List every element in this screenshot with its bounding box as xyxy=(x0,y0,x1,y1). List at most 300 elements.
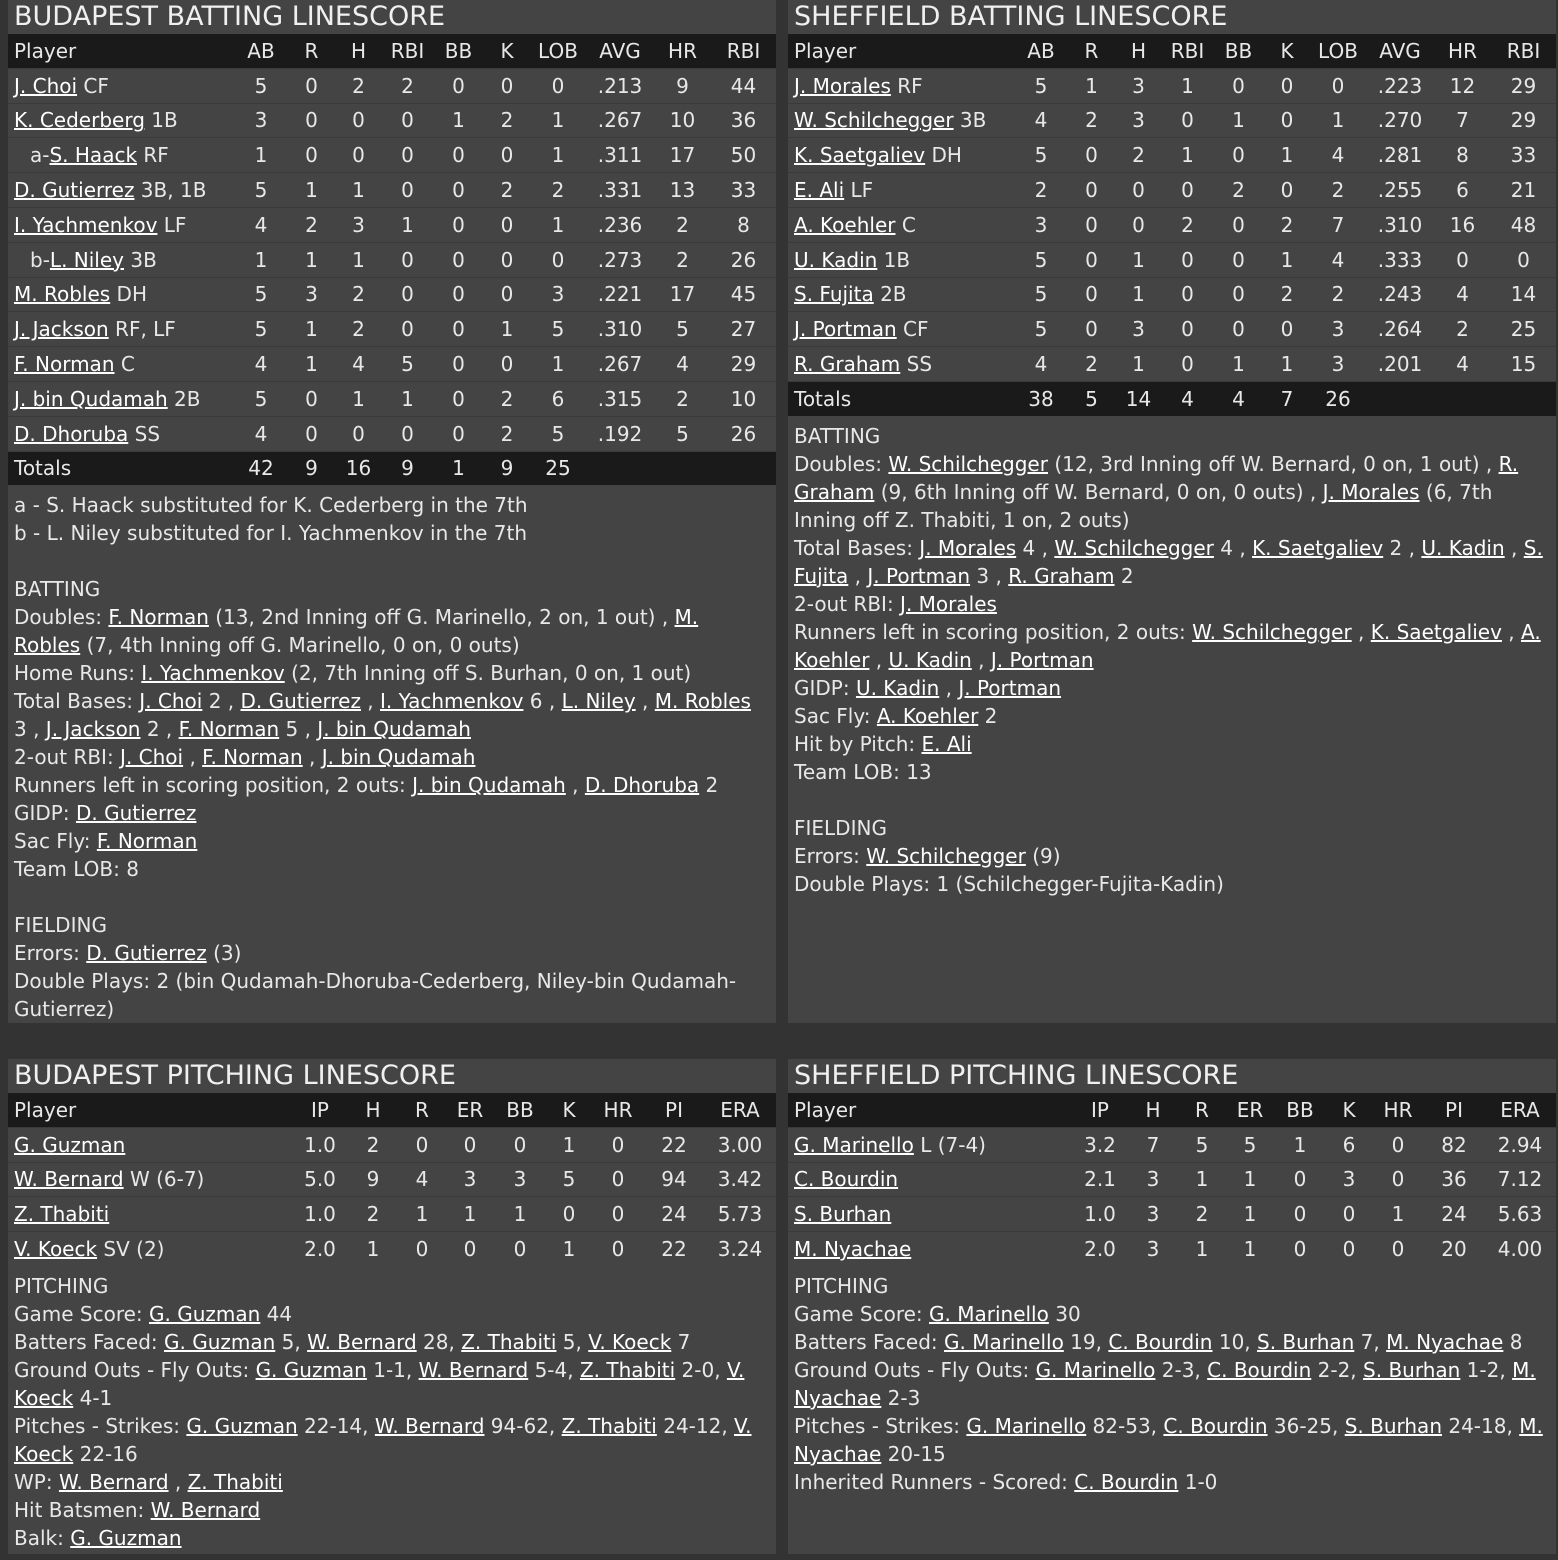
player-link[interactable]: U. Kadin xyxy=(794,247,878,272)
note-line xyxy=(794,870,1550,898)
stat-cell: 2.1 xyxy=(1084,1167,1116,1192)
note-line xyxy=(794,450,1550,534)
player-link[interactable]: G. Marinello xyxy=(929,1301,1049,1326)
substitution-notes xyxy=(14,491,770,547)
column-header: AVG xyxy=(599,38,641,63)
player-link[interactable]: W. Schilchegger xyxy=(1054,535,1214,560)
note-text: (3) xyxy=(206,941,242,966)
note-text: 5-4, xyxy=(528,1357,580,1382)
note-text: Errors: xyxy=(14,941,87,966)
player-link[interactable]: M. Nyachae xyxy=(794,1357,1536,1410)
player-link[interactable]: D. Gutierrez xyxy=(240,689,361,714)
stat-cell: .255 xyxy=(1377,178,1423,203)
player-link[interactable]: W. Bernard xyxy=(58,1469,169,1494)
stat-cell: 0 xyxy=(1085,178,1098,203)
stat-cell: 0 xyxy=(513,1237,527,1262)
note-line xyxy=(14,1496,770,1524)
player-link[interactable]: J. Portman xyxy=(990,647,1094,672)
note-line xyxy=(14,603,770,659)
table-row xyxy=(8,381,776,416)
stat-cell: 3 xyxy=(352,212,365,237)
stat-cell: 7 xyxy=(1146,1132,1160,1157)
stat-cell: 8 xyxy=(737,212,750,237)
note-text: , xyxy=(302,745,322,770)
stat-cell: 0 xyxy=(1181,178,1194,203)
note-text: 2-3 xyxy=(881,1385,921,1410)
player-link[interactable]: Z. Thabiti xyxy=(561,1413,657,1438)
player-cell xyxy=(8,1232,292,1266)
player-link[interactable]: G. Guzman xyxy=(14,1132,126,1157)
note-text: 2-2, xyxy=(1311,1357,1364,1382)
player-link[interactable]: M. Nyachae xyxy=(794,1237,912,1262)
player-link[interactable]: U. Kadin xyxy=(888,647,972,672)
note-text: Sac Fly: xyxy=(794,703,877,728)
player-link[interactable]: F. Norman xyxy=(108,605,209,630)
player-link[interactable]: R. Graham xyxy=(1008,563,1115,588)
stat-cell: 6 xyxy=(551,386,565,411)
player-link[interactable]: G. Marinello xyxy=(966,1413,1087,1438)
stat-cell: 5 xyxy=(254,282,268,307)
stat-cell: 0 xyxy=(452,212,465,237)
stat-cell: 0 xyxy=(401,247,414,272)
stat-cell: 2 xyxy=(500,386,514,411)
note-text: Inherited Runners - Scored: xyxy=(794,1469,1075,1494)
column-header: HR xyxy=(668,38,697,63)
note-line xyxy=(14,1412,770,1468)
stat-cell: 0 xyxy=(551,73,565,98)
stat-cell: 0 xyxy=(305,386,318,411)
stat-cell: .264 xyxy=(1377,317,1423,342)
budapest-batting-title: BUDAPEST BATTING LINESCORE xyxy=(14,1,446,32)
player-link[interactable]: W. Bernard xyxy=(150,1497,261,1522)
player-link[interactable]: V. Koeck xyxy=(14,1237,98,1262)
stat-cell: 26 xyxy=(1325,386,1351,411)
stat-cell: 12 xyxy=(1449,73,1476,98)
player-link[interactable]: J. Portman xyxy=(794,317,897,342)
note-text: 1-0 xyxy=(1178,1469,1218,1494)
player-link[interactable]: W. Schilchegger xyxy=(888,451,1048,476)
player-cell xyxy=(788,277,1014,312)
stat-cell: 0 xyxy=(611,1237,625,1262)
player-link[interactable]: W. Bernard xyxy=(374,1413,485,1438)
stat-cell: .311 xyxy=(597,143,643,168)
player-link[interactable]: M. Robles xyxy=(14,605,699,658)
player-position: DH xyxy=(925,143,962,168)
stat-cell: .267 xyxy=(597,108,643,133)
stat-cell: 5 xyxy=(551,317,565,342)
note-line xyxy=(14,1300,770,1328)
table-row xyxy=(788,347,1556,382)
player-link[interactable]: K. Cederberg xyxy=(14,108,145,133)
note-text: Ground Outs - Fly Outs: xyxy=(794,1357,1036,1382)
stat-cell: 4 xyxy=(352,352,365,377)
player-position: 2B xyxy=(167,386,201,411)
table-row xyxy=(8,1127,776,1162)
notes-section xyxy=(794,814,1550,898)
stat-cell: 1 xyxy=(1280,143,1294,168)
player-link[interactable]: S. Burhan xyxy=(794,1202,892,1227)
stat-cell: 44 xyxy=(730,73,757,98)
stat-cell: 1 xyxy=(305,247,318,272)
note-text: 7 xyxy=(671,1329,691,1354)
stat-cell: 0 xyxy=(1181,317,1194,342)
note-text: 2 , xyxy=(1383,535,1422,560)
column-header: RBI xyxy=(726,38,761,63)
stat-cell: 3 xyxy=(254,108,268,133)
note-text: 6 , xyxy=(523,689,562,714)
table-row xyxy=(8,68,776,103)
player-link[interactable]: J. Choi xyxy=(14,73,78,98)
player-position: C xyxy=(895,212,916,237)
player-link[interactable]: J. Choi xyxy=(139,689,203,714)
player-link[interactable]: S. Fujita xyxy=(794,282,874,307)
player-link[interactable]: F. Norman xyxy=(178,717,280,742)
stat-cell: 1 xyxy=(352,386,365,411)
stat-cell: 42 xyxy=(248,456,274,481)
section-heading: BATTING xyxy=(14,577,101,602)
stat-cell xyxy=(586,451,654,485)
player-link[interactable]: Z. Thabiti xyxy=(14,1202,110,1227)
column-header: PI xyxy=(665,1097,683,1122)
player-link[interactable]: C. Bourdin xyxy=(1074,1469,1179,1494)
player-link[interactable]: G. Guzman xyxy=(255,1357,367,1382)
stat-cell: 2 xyxy=(676,386,689,411)
stat-cell: 1 xyxy=(452,456,465,481)
note-text: 8 xyxy=(1503,1329,1523,1354)
column-header: BB xyxy=(1286,1097,1314,1122)
note-text: WP: xyxy=(14,1469,59,1494)
player-link[interactable]: A. Koehler xyxy=(876,703,979,728)
player-link[interactable]: U. Kadin xyxy=(855,675,940,700)
player-link[interactable]: G. Marinello xyxy=(943,1329,1064,1354)
player-link[interactable]: L. Niley xyxy=(561,689,636,714)
stat-cell: 2 xyxy=(366,1202,380,1227)
column-header: Player xyxy=(14,1097,77,1122)
note-text: , xyxy=(869,647,889,672)
stat-cell: 0 xyxy=(500,282,514,307)
stat-cell: 0 xyxy=(500,143,514,168)
stat-cell: 5 xyxy=(254,178,268,203)
stat-cell: 2 xyxy=(1181,212,1194,237)
table-row xyxy=(788,312,1556,347)
player-link[interactable]: M. Robles xyxy=(14,282,111,307)
stat-cell: 38 xyxy=(1028,386,1054,411)
player-link[interactable]: K. Saetgaliev xyxy=(1370,619,1502,644)
note-text: GIDP: xyxy=(14,801,76,826)
table-row xyxy=(788,68,1556,103)
player-cell xyxy=(8,103,234,138)
stat-cell: 0 xyxy=(452,282,465,307)
note-line xyxy=(794,1412,1550,1468)
table-row xyxy=(788,103,1556,138)
stat-cell: .310 xyxy=(597,317,643,342)
player-link[interactable]: K. Saetgaliev xyxy=(1252,535,1384,560)
stat-cell: 2 xyxy=(401,73,414,98)
stat-cell: 0 xyxy=(1232,317,1245,342)
note-line xyxy=(14,827,770,855)
totals-label: Totals xyxy=(794,386,852,411)
stat-cell: .315 xyxy=(597,386,643,411)
column-header: BB xyxy=(506,1097,534,1122)
stat-cell: 1 xyxy=(1232,108,1245,133)
stat-cell: 2 xyxy=(1456,317,1469,342)
player-link[interactable]: J. Morales xyxy=(919,535,1017,560)
stat-cell: 0 xyxy=(1181,282,1194,307)
column-header: HR xyxy=(603,1097,633,1122)
stat-cell: 0 xyxy=(305,143,318,168)
stat-cell: 0 xyxy=(1331,73,1345,98)
stat-cell: 3 xyxy=(551,282,565,307)
player-link[interactable]: G. Guzman xyxy=(186,1413,298,1438)
player-link[interactable]: D. Gutierrez xyxy=(14,178,135,203)
stat-cell: 0 xyxy=(352,143,365,168)
player-link[interactable]: I. Yachmenkov xyxy=(141,661,285,686)
player-link[interactable]: R. Graham xyxy=(794,451,1519,504)
note-text: 19, xyxy=(1063,1329,1109,1354)
player-link[interactable]: D. Gutierrez xyxy=(75,801,197,826)
player-cell xyxy=(788,312,1014,347)
player-link[interactable]: J. Choi xyxy=(120,745,184,770)
table-row xyxy=(788,242,1556,277)
column-header: H xyxy=(350,38,367,63)
player-link[interactable]: V. Koeck xyxy=(14,1413,752,1466)
player-link[interactable]: W. Bernard xyxy=(14,1167,124,1192)
player-link[interactable]: W. Bernard xyxy=(418,1357,529,1382)
stat-cell: 3 xyxy=(1331,352,1345,377)
stat-cell: 6 xyxy=(1342,1132,1356,1157)
player-link[interactable]: C. Bourdin xyxy=(794,1167,899,1192)
stat-cell: 1 xyxy=(500,317,514,342)
player-link[interactable]: J. Morales xyxy=(1322,479,1420,504)
player-link[interactable]: J. bin Qudamah xyxy=(317,717,471,742)
note-text: , xyxy=(1504,535,1524,560)
stat-cell: 0 xyxy=(1132,178,1145,203)
stat-cell: 1.0 xyxy=(304,1202,336,1227)
budapest-pitching-panel xyxy=(8,1059,776,1554)
stat-cell: 1 xyxy=(352,247,365,272)
player-link[interactable]: C. Bourdin xyxy=(1207,1357,1312,1382)
player-link[interactable]: C. Bourdin xyxy=(1163,1413,1268,1438)
column-header: R xyxy=(304,38,319,63)
player-link[interactable]: C. Bourdin xyxy=(1108,1329,1213,1354)
stat-cell: 0 xyxy=(1391,1237,1405,1262)
player-link[interactable]: E. Ali xyxy=(921,731,972,756)
stat-cell: 3 xyxy=(1132,73,1145,98)
column-header: RBI xyxy=(1506,38,1541,63)
player-link[interactable]: M. Nyachae xyxy=(1386,1329,1504,1354)
stat-cell: 5 xyxy=(676,421,689,446)
note-line xyxy=(794,730,1550,758)
player-link[interactable]: U. Kadin xyxy=(1421,535,1505,560)
stat-cell: 1 xyxy=(1132,247,1145,272)
stat-cell: 4 xyxy=(1331,143,1345,168)
player-position: 1B xyxy=(144,108,178,133)
player-position: LF xyxy=(157,212,187,237)
stat-cell: 15 xyxy=(1510,352,1537,377)
player-link[interactable]: J. bin Qudamah xyxy=(321,745,476,770)
player-link[interactable]: G. Marinello xyxy=(1035,1357,1156,1382)
player-link[interactable]: V. Koeck xyxy=(14,1357,745,1410)
table-row xyxy=(8,1162,776,1197)
player-link[interactable]: R. Graham xyxy=(794,352,901,377)
stat-cell: 26 xyxy=(730,247,757,272)
note-text: 2-0, xyxy=(675,1357,727,1382)
note-text: 7, xyxy=(1354,1329,1387,1354)
table-row xyxy=(788,173,1556,208)
stat-cell: 3 xyxy=(1331,317,1345,342)
player-link[interactable]: S. Burhan xyxy=(1344,1413,1442,1438)
player-link[interactable]: V. Koeck xyxy=(588,1329,672,1354)
sheffield-batting-notes xyxy=(788,416,1556,906)
stat-cell: 1 xyxy=(562,1237,576,1262)
column-header: AB xyxy=(1027,38,1055,63)
player-link[interactable]: J. bin Qudamah xyxy=(412,773,566,798)
stat-cell: 94 xyxy=(661,1167,687,1192)
stat-cell: 50 xyxy=(730,143,757,168)
player-link[interactable]: J. Morales xyxy=(794,73,891,98)
stat-cell: 5 xyxy=(401,352,414,377)
stat-cell: .310 xyxy=(1377,212,1423,237)
player-link[interactable]: I. Yachmenkov xyxy=(380,689,524,714)
stat-cell: 0 xyxy=(463,1237,477,1262)
note-text: 2-3, xyxy=(1155,1357,1208,1382)
note-text: Team LOB: 8 xyxy=(14,857,139,882)
player-link[interactable]: G. Guzman xyxy=(163,1329,276,1354)
player-cell xyxy=(8,277,234,312)
stat-cell: 2 xyxy=(1232,178,1245,203)
player-link[interactable]: J. bin Qudamah xyxy=(14,386,168,411)
player-link[interactable]: W. Bernard xyxy=(307,1329,417,1354)
note-text: 24-12, xyxy=(656,1413,735,1438)
player-link[interactable]: Z. Thabiti xyxy=(579,1357,676,1382)
note-line xyxy=(794,674,1550,702)
player-link[interactable]: J. Morales xyxy=(900,591,997,616)
player-link[interactable]: J. Portman xyxy=(867,563,971,588)
player-link[interactable]: W. Schilchegger xyxy=(794,108,954,133)
player-link[interactable]: M. Nyachae xyxy=(794,1413,1543,1466)
player-link[interactable]: D. Dhoruba xyxy=(14,421,129,446)
stat-cell xyxy=(1491,381,1556,415)
stat-cell: 0 xyxy=(500,73,514,98)
stat-cell: 3 xyxy=(1342,1167,1356,1192)
stat-cell: 0 xyxy=(1280,317,1294,342)
player-link[interactable]: J. Jackson xyxy=(14,317,109,342)
note-text: Balk: xyxy=(14,1525,71,1550)
stat-cell: 1 xyxy=(415,1202,429,1227)
player-link[interactable]: S. Burhan xyxy=(1363,1357,1461,1382)
player-link[interactable]: F. Norman xyxy=(202,745,303,770)
stat-cell: 0 xyxy=(611,1132,625,1157)
sheffield-batting-table xyxy=(788,34,1556,416)
stat-cell: 1 xyxy=(463,1202,477,1227)
player-link[interactable]: W. Schilchegger xyxy=(866,843,1026,868)
note-text: 3 , xyxy=(970,563,1009,588)
note-text: (9, 6th Inning off W. Bernard, 0 on, 0 outs) , xyxy=(874,479,1323,504)
note-text: Batters Faced: xyxy=(794,1329,944,1354)
note-text: 36-25, xyxy=(1267,1413,1345,1438)
player-link[interactable]: I. Yachmenkov xyxy=(14,212,158,237)
stat-cell: 4 xyxy=(1331,247,1345,272)
stat-cell: 0 xyxy=(1181,247,1194,272)
player-link[interactable]: D. Gutierrez xyxy=(86,941,207,966)
player-link[interactable]: F. Norman xyxy=(96,829,198,854)
player-link[interactable]: M. Robles xyxy=(654,689,751,714)
player-link[interactable]: G. Marinello xyxy=(794,1132,914,1157)
note-text: Double Plays: 1 (Schilchegger-Fujita-Kadin) xyxy=(794,871,1224,896)
player-position: L (7-4) xyxy=(913,1132,986,1157)
player-link[interactable]: A. Koehler xyxy=(794,619,1541,672)
stat-cell: 3 xyxy=(1034,212,1048,237)
player-link[interactable]: Z. Thabiti xyxy=(187,1469,283,1494)
stat-cell: 5 xyxy=(1034,73,1048,98)
stat-cell: 0 xyxy=(452,178,465,203)
stat-cell: 29 xyxy=(730,352,757,377)
stat-cell: 5 xyxy=(676,317,689,342)
player-link[interactable]: G. Guzman xyxy=(149,1301,261,1326)
player-link[interactable]: K. Saetgaliev xyxy=(794,143,926,168)
stat-cell: 5 xyxy=(551,421,565,446)
note-text: 20-15 xyxy=(881,1441,946,1466)
player-link[interactable]: D. Dhoruba xyxy=(584,773,700,798)
player-link[interactable]: J. Jackson xyxy=(45,717,141,742)
stat-cell: 3 xyxy=(1132,108,1145,133)
player-link[interactable]: A. Koehler xyxy=(794,212,896,237)
column-header: AB xyxy=(247,38,275,63)
player-link[interactable]: W. Schilchegger xyxy=(1192,619,1352,644)
player-link[interactable]: J. Portman xyxy=(958,675,1062,700)
player-link[interactable]: S. Fujita xyxy=(794,535,1543,588)
budapest-batting-notes xyxy=(8,485,776,1031)
stat-cell: 3 xyxy=(463,1167,477,1192)
player-cell xyxy=(8,173,234,208)
stat-cell: 0 xyxy=(452,247,465,272)
player-cell xyxy=(788,1127,1072,1162)
stat-cell: 0 xyxy=(1232,247,1245,272)
stat-cell: 1 xyxy=(1195,1167,1209,1192)
player-link[interactable]: S. Burhan xyxy=(1257,1329,1355,1354)
player-link[interactable]: Z. Thabiti xyxy=(461,1329,557,1354)
stat-cell: 16 xyxy=(1449,212,1476,237)
note-line xyxy=(794,758,1550,786)
column-header: LOB xyxy=(538,38,578,63)
player-position: DH xyxy=(110,282,147,307)
player-link[interactable]: E. Ali xyxy=(794,178,845,203)
stat-cell: 0 xyxy=(1293,1237,1307,1262)
player-link[interactable]: S. Haack xyxy=(49,143,138,168)
note-line xyxy=(14,1328,770,1356)
stat-cell: 2 xyxy=(1280,282,1294,307)
substitution-note: a - S. Haack substituted for K. Cederberg in the 7th xyxy=(14,493,528,518)
player-link[interactable]: G. Guzman xyxy=(70,1525,182,1550)
stat-cell xyxy=(654,451,711,485)
stat-cell: 0 xyxy=(1181,108,1194,133)
notes-section xyxy=(14,1272,770,1552)
player-link[interactable]: F. Norman xyxy=(14,352,115,377)
stat-cell: 9 xyxy=(305,456,318,481)
stat-cell: 0 xyxy=(1456,247,1469,272)
player-link[interactable]: L. Niley xyxy=(49,247,124,272)
stat-cell: 36 xyxy=(1441,1167,1467,1192)
stat-cell: 0 xyxy=(611,1202,625,1227)
stat-cell: 1 xyxy=(305,317,318,342)
stat-cell: 17 xyxy=(669,282,696,307)
note-line xyxy=(794,842,1550,870)
stat-cell: 0 xyxy=(401,421,414,446)
note-text: Game Score: xyxy=(14,1301,150,1326)
stat-cell: 0 xyxy=(1085,143,1098,168)
stat-cell xyxy=(1366,381,1434,415)
column-header: HR xyxy=(1383,1097,1413,1122)
